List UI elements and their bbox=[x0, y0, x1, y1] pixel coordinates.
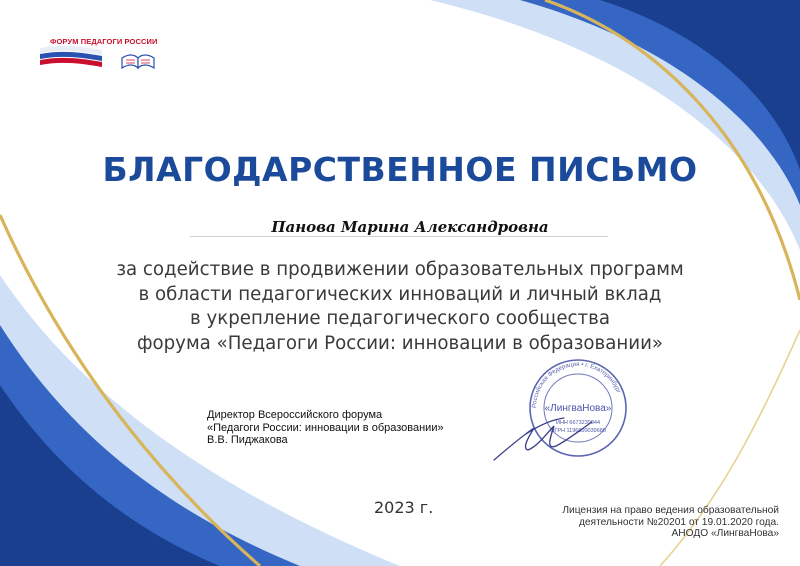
certificate-year: 2023 г. bbox=[374, 498, 434, 517]
director-position-line: Директор Всероссийского форума bbox=[207, 409, 383, 421]
reason-line: форума «Педагоги России: инновации в образовании» bbox=[136, 332, 664, 354]
official-stamp bbox=[488, 356, 638, 466]
director-signature-block bbox=[207, 409, 444, 447]
director-position-line: «Педагоги России: инновации в образовании» bbox=[207, 421, 444, 434]
recipient-name: Панова Марина Александровна bbox=[271, 218, 549, 236]
open-book-icon bbox=[122, 55, 154, 68]
reason-line: в области педагогических инноваций и личный вклад bbox=[138, 283, 662, 305]
reason-line: за содействие в продвижении образовательных программ bbox=[116, 259, 684, 280]
stamp-ogrn: ОГРН 1196600039680 bbox=[550, 428, 606, 434]
license-line: АНОДО «ЛингваНова» bbox=[671, 528, 779, 539]
reason-line: в укрепление педагогического сообщества bbox=[190, 308, 610, 329]
license-line: Лицензия на право ведения образовательной bbox=[562, 505, 779, 516]
reason-text bbox=[0, 258, 800, 356]
stamp-ring-text: Российская Федерация • г. Екатеринбург bbox=[530, 360, 623, 409]
stamp-center-text: «ЛингваНова» bbox=[544, 403, 612, 414]
recipient-underline bbox=[190, 236, 608, 237]
license-info bbox=[562, 505, 779, 540]
logo-text: ФОРУМ ПЕДАГОГИ РОССИИ bbox=[50, 37, 158, 46]
license-line: деятельности №20201 от 19.01.2020 года. bbox=[578, 516, 779, 528]
stamp-inn: ИНН 6673239044 bbox=[555, 420, 601, 426]
director-name: В.В. Пиджакова bbox=[207, 434, 288, 446]
certificate-title: БЛАГОДАРСТВЕННОЕ ПИСЬМО bbox=[102, 150, 698, 189]
